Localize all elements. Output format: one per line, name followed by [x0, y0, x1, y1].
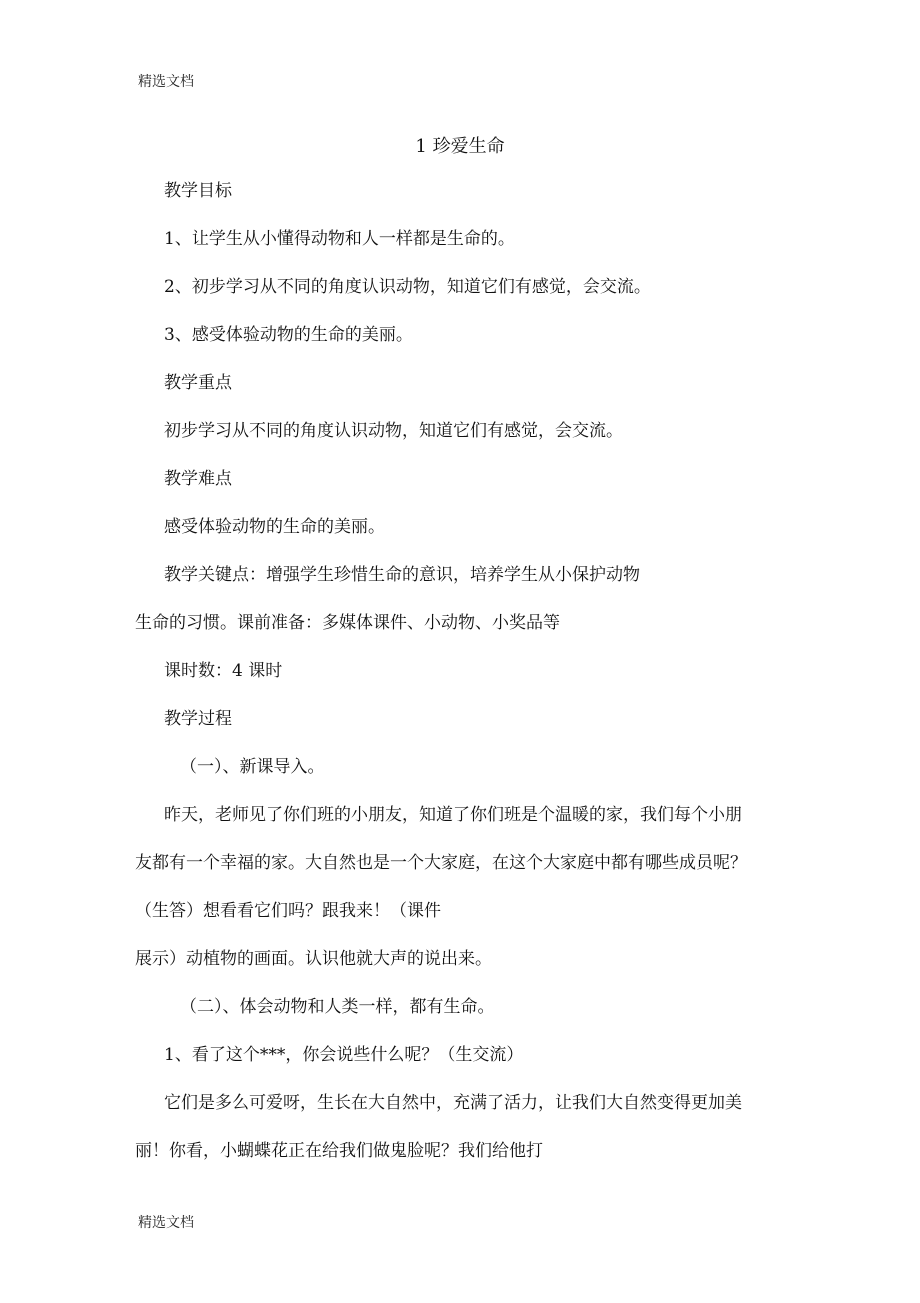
paragraph-line: 展示）动植物的画面。认识他就大声的说出来。	[135, 949, 492, 969]
page-footer: 精选文档	[138, 1215, 194, 1231]
key-notes-line-1: 教学关键点：增强学生珍惜生命的意识，培养学生从小保护动物	[164, 565, 640, 585]
objective-item-2: 2、初步学习从不同的角度认识动物，知道它们有感觉，会交流。	[164, 277, 651, 297]
paragraph-line: 1、看了这个***，你会说些什么呢？（生交流）	[164, 1045, 524, 1065]
difficulty-text: 感受体验动物的生命的美丽。	[164, 517, 385, 537]
paragraph-line: 它们是多么可爱呀，生长在大自然中，充满了活力，让我们大自然变得更加美	[164, 1093, 742, 1113]
key-point-text: 初步学习从不同的角度认识动物，知道它们有感觉，会交流。	[164, 421, 623, 441]
paragraph-line: （生答）想看看它们吗？跟我来！（课件	[135, 901, 441, 921]
paragraph-line: 友都有一个幸福的家。大自然也是一个大家庭，在这个大家庭中都有哪些成员呢？	[135, 853, 747, 873]
objective-item-3: 3、感受体验动物的生命的美丽。	[164, 325, 413, 345]
page-header: 精选文档	[138, 74, 194, 90]
section-heading-process: 教学过程	[164, 709, 232, 729]
subsection-heading-intro: （一）、新课导入。	[180, 757, 325, 777]
paragraph-line: 丽！你看，小蝴蝶花正在给我们做鬼脸呢？我们给他打	[135, 1141, 543, 1161]
subsection-heading-life: （二）、体会动物和人类一样，都有生命。	[180, 997, 495, 1017]
paragraph-line: 昨天，老师见了你们班的小朋友，知道了你们班是个温暖的家，我们每个小朋	[164, 805, 742, 825]
document-title: 1 珍爱生命	[415, 136, 505, 157]
section-heading-difficulties: 教学难点	[164, 469, 232, 489]
objective-item-1: 1、让学生从小懂得动物和人一样都是生命的。	[164, 229, 515, 249]
section-heading-key-points: 教学重点	[164, 373, 232, 393]
section-heading-objectives: 教学目标	[164, 181, 232, 201]
class-hours: 课时数：4 课时	[164, 661, 283, 681]
key-notes-line-2: 生命的习惯。课前准备：多媒体课件、小动物、小奖品等	[135, 613, 560, 633]
